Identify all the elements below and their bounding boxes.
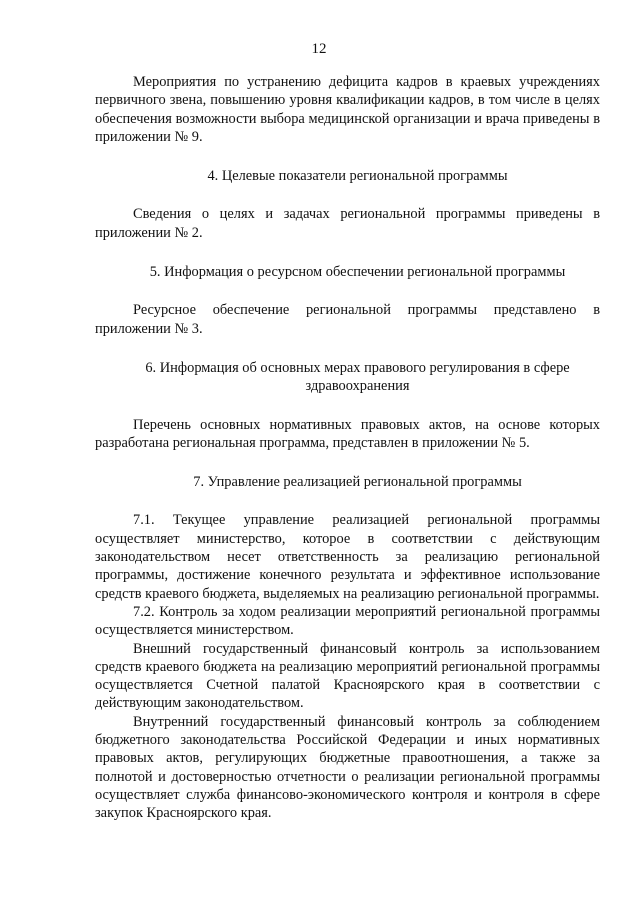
paragraph-targets: Сведения о целях и задачах региональной программы приведены в приложении № 2. [95, 206, 600, 241]
page-number: 12 [311, 41, 327, 57]
paragraph-7-2: 7.2. Контроль за ходом реализации мероприятий региональной программы осуществляется министерством. [95, 603, 600, 639]
paragraph-7-1: 7.1. Текущее управление реализацией региональной программы осуществляет министерство, которое в соответствии с действующим законодательством несет ответственность за реализацию региональной программы, достижение конечного результата и эффективное использование средств краевого бюджета, выделяемых на реализацию региональной программы. [95, 512, 600, 602]
paragraph-resources: Ресурсное обеспечение региональной программы представлено в приложении № 3. [95, 302, 600, 337]
heading-section-6: 6. Информация об основных мерах правового регулирования в сфере здравоохранения [145, 359, 570, 395]
heading-section-5: 5. Информация о ресурсном обеспечении региональной программы [149, 264, 566, 281]
heading-section-7: 7. Управление реализацией региональной программы [193, 474, 522, 491]
paragraph-legal-acts: Перечень основных нормативных правовых актов, на основе которых разработана региональная программа, представлен в приложении № 5. [95, 416, 600, 451]
heading-section-4: 4. Целевые показатели региональной программы [207, 168, 508, 185]
paragraph-external-control: Внешний государственный финансовый контроль за использованием средств краевого бюджета на реализацию мероприятий региональной программы осуществляется Счетной палатой Красноярского края в соответствии с действующим законодательством. [95, 640, 600, 712]
page-body [95, 73, 600, 823]
paragraph-staff-shortage: Мероприятия по устранению дефицита кадров в краевых учреждениях первичного звена, повышению уровня квалификации кадров, в том числе в целях обеспечения возможности выбора медицинской организации и врача приведены в приложении № 9. [95, 74, 600, 145]
paragraph-internal-control: Внутренний государственный финансовый контроль за соблюдением бюджетного законодательства Российской Федерации и иных нормативных правовых актов, регулирующих бюджетные правоотношения, а также за полнотой и достоверностью отчетности о реализации региональной программы осуществляет служба финансово-экономического контроля и контроля в сфере закупок Красноярского края. [95, 713, 600, 822]
